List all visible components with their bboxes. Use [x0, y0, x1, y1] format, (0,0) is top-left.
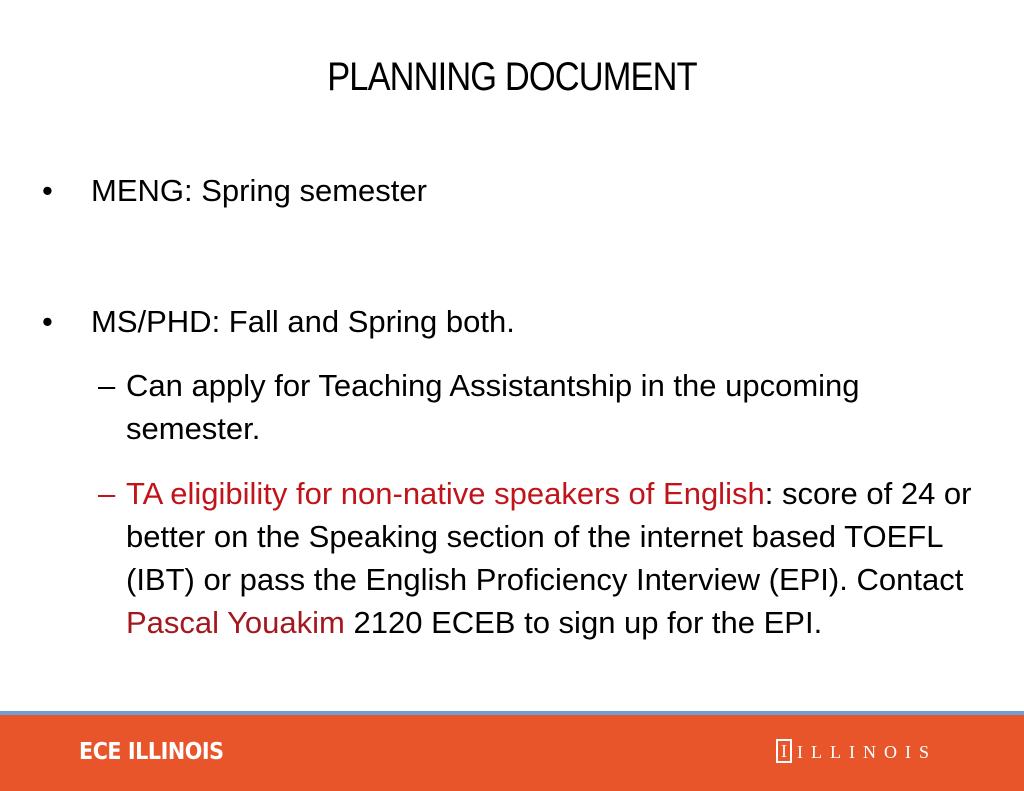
bullet-marker: •	[42, 304, 53, 339]
dash-marker: –	[98, 368, 116, 403]
bullet-marker: •	[42, 173, 53, 208]
contact-name: Pascal Youakim	[126, 605, 345, 640]
slide-title: PLANNING DOCUMENT	[327, 55, 697, 99]
dash-marker: –	[98, 476, 116, 511]
eligibility-colon: :	[764, 476, 774, 511]
eligibility-text: score of 24 or better on the Speaking section of the internet based TOEFL (IBT) or pass the English Proficiency Interview (EPI). Contact	[126, 476, 972, 597]
eligibility-heading: TA eligibility for non-native speakers of English	[126, 476, 765, 511]
illinois-wordmark: ILLINOIS	[797, 742, 937, 762]
bullet-ms-phd: MS/PHD: Fall and Spring both.	[91, 304, 515, 339]
footer-bar	[0, 715, 1024, 791]
ece-illinois-logo: ECE ILLINOIS	[79, 739, 224, 765]
eligibility-text-end: 2120 ECEB to sign up for the EPI.	[344, 605, 823, 640]
bullet-meng: MENG: Spring semester	[91, 173, 427, 208]
subitem-ta-eligibility	[98, 472, 978, 644]
subitem-ta-application	[98, 364, 978, 450]
illinois-block-i-icon: I	[776, 739, 792, 763]
subitem-text: Can apply for Teaching Assistantship in the upcoming semester.	[126, 368, 860, 446]
